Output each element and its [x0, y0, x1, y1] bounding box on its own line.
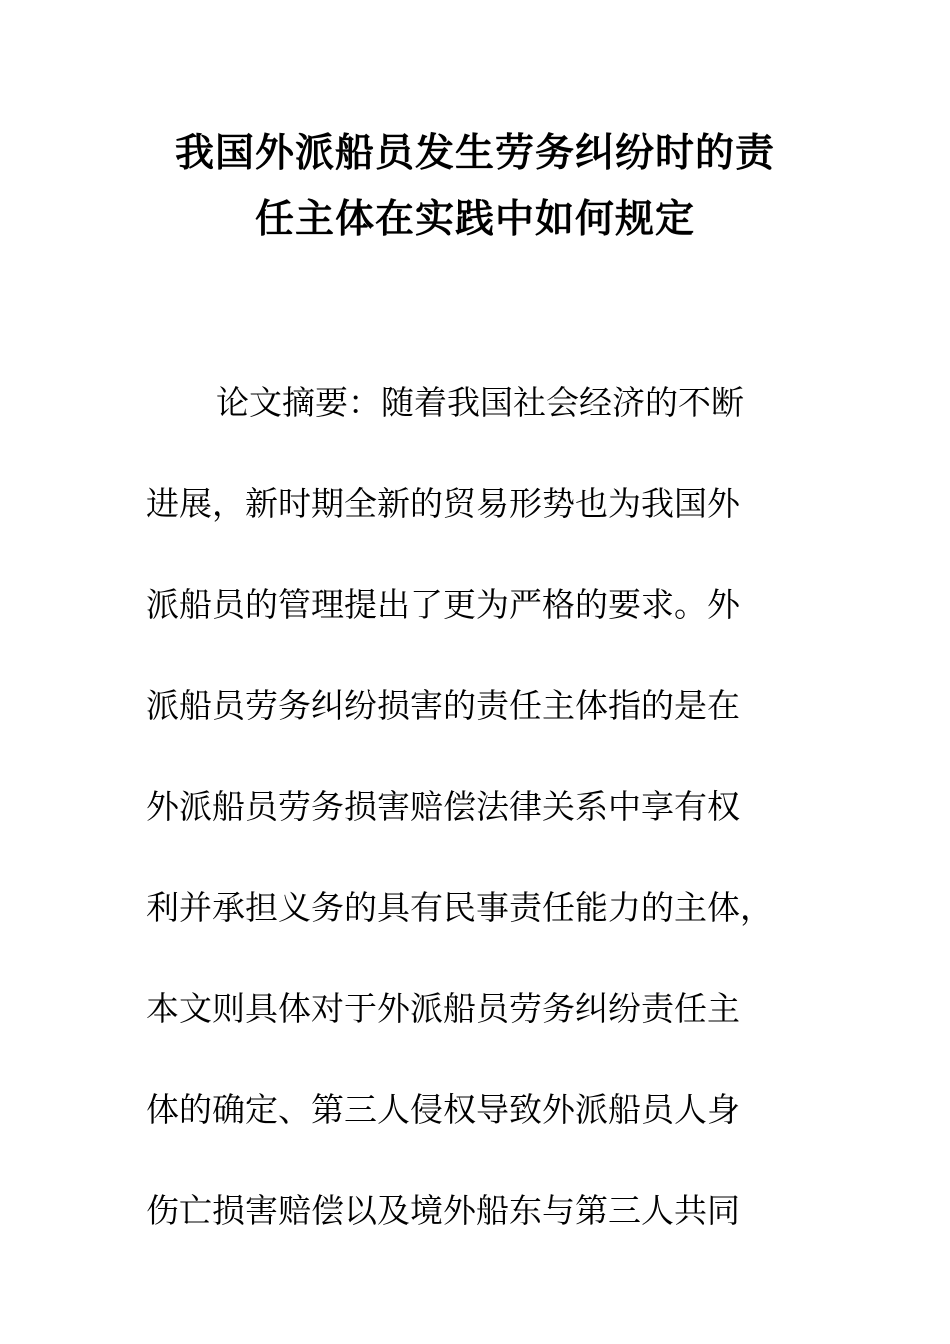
body-line-4: 派船员劳务纠纷损害的责任主体指的是在	[146, 686, 740, 725]
body-line-2: 进展，新时期全新的贸易形势也为我国外	[146, 484, 740, 523]
body-line-8: 体的确定、第三人侵权导致外派船员人身	[146, 1090, 740, 1129]
document-title	[0, 120, 950, 252]
title-line-1: 我国外派船员发生劳务纠纷时的责	[174, 130, 775, 176]
body-line-9: 伤亡损害赔偿以及境外船东与第三人共同	[146, 1191, 740, 1230]
body-line-6: 利并承担义务的具有民事责任能力的主体，	[146, 888, 773, 927]
abstract-paragraph	[146, 370, 826, 1279]
body-line-1: 论文摘要：随着我国社会经济的不断	[216, 383, 744, 422]
body-line-3: 派船员的管理提出了更为严格的要求。外	[146, 585, 740, 624]
title-line-2: 任主体在实践中如何规定	[254, 196, 695, 242]
body-line-7: 本文则具体对于外派船员劳务纠纷责任主	[146, 989, 740, 1028]
body-line-5: 外派船员劳务损害赔偿法律关系中享有权	[146, 787, 740, 826]
